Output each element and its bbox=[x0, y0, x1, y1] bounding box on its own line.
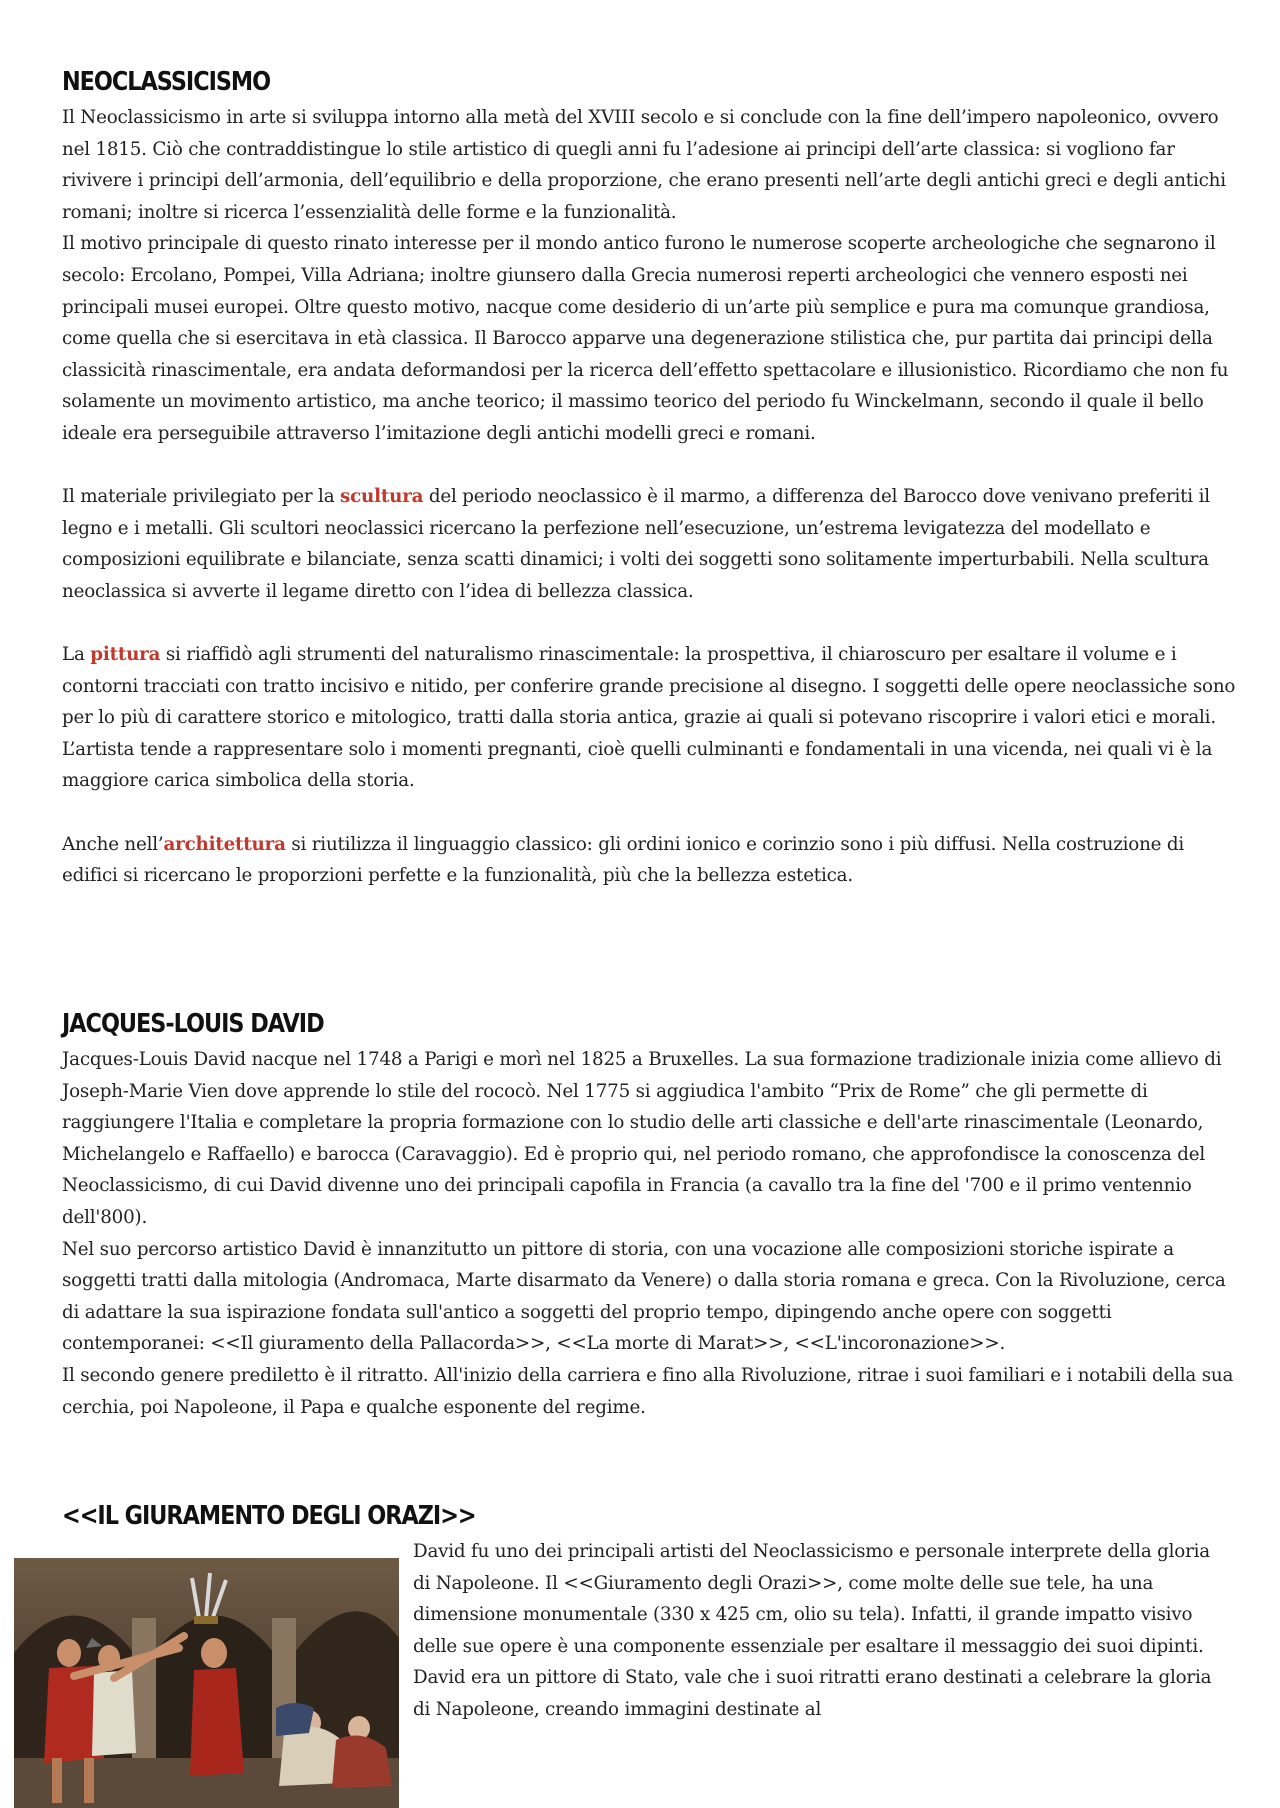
paragraph: Nel suo percorso artistico David è innanzitutto un pittore di storia, con una vocazione alle composizioni storiche ispirate a soggetti tratti dalla mitologia (Andromaca, Marte disarmato da Venere) o dalla storia romana e greca. Con la Rivoluzione, cerca di adattare la sua ispirazione fondata sull'antico a soggetti del proprio tempo, dipingendo anche opere con soggetti contemporanei: <<Il giuramento della Pallacorda>>, <<La morte di Marat>>, <<L'incoronazione>>. bbox=[62, 1238, 1226, 1355]
text-segment: Anche nell’ bbox=[62, 833, 164, 855]
paragraph: Jacques-Louis David nacque nel 1748 a Parigi e morì nel 1825 a Bruxelles. La sua formazione tradizionale inizia come allievo di Joseph-Marie Vien dove apprende lo stile del rococò. Nel 1775 si aggiudica l'ambito “Prix de Rome” che gli permette di raggiungere l'Italia e completare la propria formazione con lo studio delle arti classiche e dell'arte rinascimentale (Leonardo, Michelangelo e Raffaello) e barocca (Caravaggio). Ed è proprio qui, nel periodo romano, che approfondisce la conoscenza del Neoclassicismo, di cui David divenne uno dei principali capofila in Francia (a cavallo tra la fine del '700 e il primo ventennio dell'800). bbox=[62, 1049, 1222, 1228]
painting-icon bbox=[14, 1558, 399, 1808]
text-segment: La bbox=[62, 644, 91, 666]
section-body-orazi bbox=[413, 1536, 1225, 1726]
paragraph: Il Neoclassicismo in arte si sviluppa intorno alla metà del XVIII secolo e si conclude con la fine dell’impero napoleonico, ovvero nel 1815. Ciò che contraddistingue lo stile artistico di quegli anni fu l’adesione ai principi dell’arte classica: si vogliono far rivivere i principi dell’armonia, dell’equilibrio e della proporzione, che erano presenti nell’arte degli antichi greci e degli antichi romani; inoltre si ricerca l’essenzialità delle forme e la funzionalità. bbox=[62, 107, 1226, 223]
paragraph: David fu uno dei principali artisti del Neoclassicismo e personale interprete della gloria di Napoleone. Il <<Giuramento degli Orazi>>, come molte delle sue tele, ha una dimensione monumentale (330 x 425 cm, olio su tela). Infatti, il grande impatto visivo delle sue opere è una componente essenziale per esaltare il messaggio dei suoi dipinti. David era un pittore di Stato, vale che i suoi ritratti erano destinati a celebrare la gloria di Napoleone, creando immagini destinate al bbox=[413, 1541, 1212, 1720]
section-title-david: JACQUES-LOUIS DAVID bbox=[62, 1009, 324, 1039]
paragraph-architettura bbox=[62, 829, 1242, 892]
painting-oath-of-the-horatii-image bbox=[14, 1558, 399, 1808]
section-body-neoclassicismo bbox=[62, 102, 1242, 892]
keyword-pittura: pittura bbox=[90, 644, 161, 666]
paragraph-spacer bbox=[62, 797, 1242, 829]
section-title-orazi: <<IL GIURAMENTO DEGLI ORAZI>> bbox=[62, 1501, 476, 1531]
text-segment: del periodo neoclassico è il marmo, a differenza del Barocco dove venivano preferiti il legno e i metalli. Gli scultori neoclassici ricercano la perfezione nell’esecuzione, un’estrema levigatezza del modellato e composizioni equilibrate e bilanciate, senza scatti dinamici; i volti dei soggetti sono solitamente imperturbabili. Nella scultura neoclassica si avverte il legame diretto con l’idea di bellezza classica. bbox=[62, 486, 1210, 602]
section-body-david bbox=[62, 1044, 1242, 1423]
paragraph-spacer bbox=[62, 608, 1242, 640]
paragraph-pittura bbox=[62, 639, 1242, 797]
text-segment: Il materiale privilegiato per la bbox=[62, 486, 341, 508]
section-title-neoclassicismo: NEOCLASSICISMO bbox=[62, 67, 271, 97]
paragraph: Il motivo principale di questo rinato interesse per il mondo antico furono le numerose scoperte archeologiche che segnarono il secolo: Ercolano, Pompei, Villa Adriana; inoltre giunsero dalla Grecia numerosi reperti archeologici che vennero esposti nei principali musei europei. Oltre questo motivo, nacque come desiderio di un’arte più semplice e pura ma comunque grandiosa, come quella che si esercitava in età classica. Il Barocco apparve una degenerazione stilistica che, pur partita dai principi della classicità rinascimentale, era andata deformandosi per la ricerca dell’effetto spettacolare e illusionistico. Ricordiamo che non fu solamente un movimento artistico, ma anche teorico; il massimo teorico del periodo fu Winckelmann, secondo il quale il bello ideale era perseguibile attraverso l’imitazione degli antichi modelli greci e romani. bbox=[62, 233, 1229, 444]
text-segment: si riaffidò agli strumenti del naturalismo rinascimentale: la prospettiva, il chiaroscuro per esaltare il volume e i contorni tracciati con tratto incisivo e nitido, per conferire grande precisione al disegno. I soggetti delle opere neoclassiche sono per lo più di carattere storico e mitologico, tratti dalla storia antica, grazie ai quali si potevano riscoprire i valori etici e morali. L’artista tende a rappresentare solo i momenti pregnanti, cioè quelli culminanti e fondamentali in una vicenda, nei quali vi è la maggiore carica simbolica della storia. bbox=[62, 644, 1236, 792]
paragraph-scultura bbox=[62, 481, 1242, 607]
paragraph-spacer bbox=[62, 450, 1242, 482]
keyword-scultura: scultura bbox=[340, 486, 424, 508]
paragraph: Il secondo genere prediletto è il ritratto. All'inizio della carriera e fino alla Rivoluzione, ritrae i suoi familiari e i notabili della sua cerchia, poi Napoleone, il Papa e qualche esponente del regime. bbox=[62, 1364, 1234, 1418]
text-segment: si riutilizza il linguaggio classico: gli ordini ionico e corinzio sono i più diffusi. Nella costruzione di edifici si ricercano le proporzioni perfette e la funzionalità, più che la bellezza estetica. bbox=[62, 833, 1185, 887]
keyword-architettura: architettura bbox=[163, 833, 286, 855]
